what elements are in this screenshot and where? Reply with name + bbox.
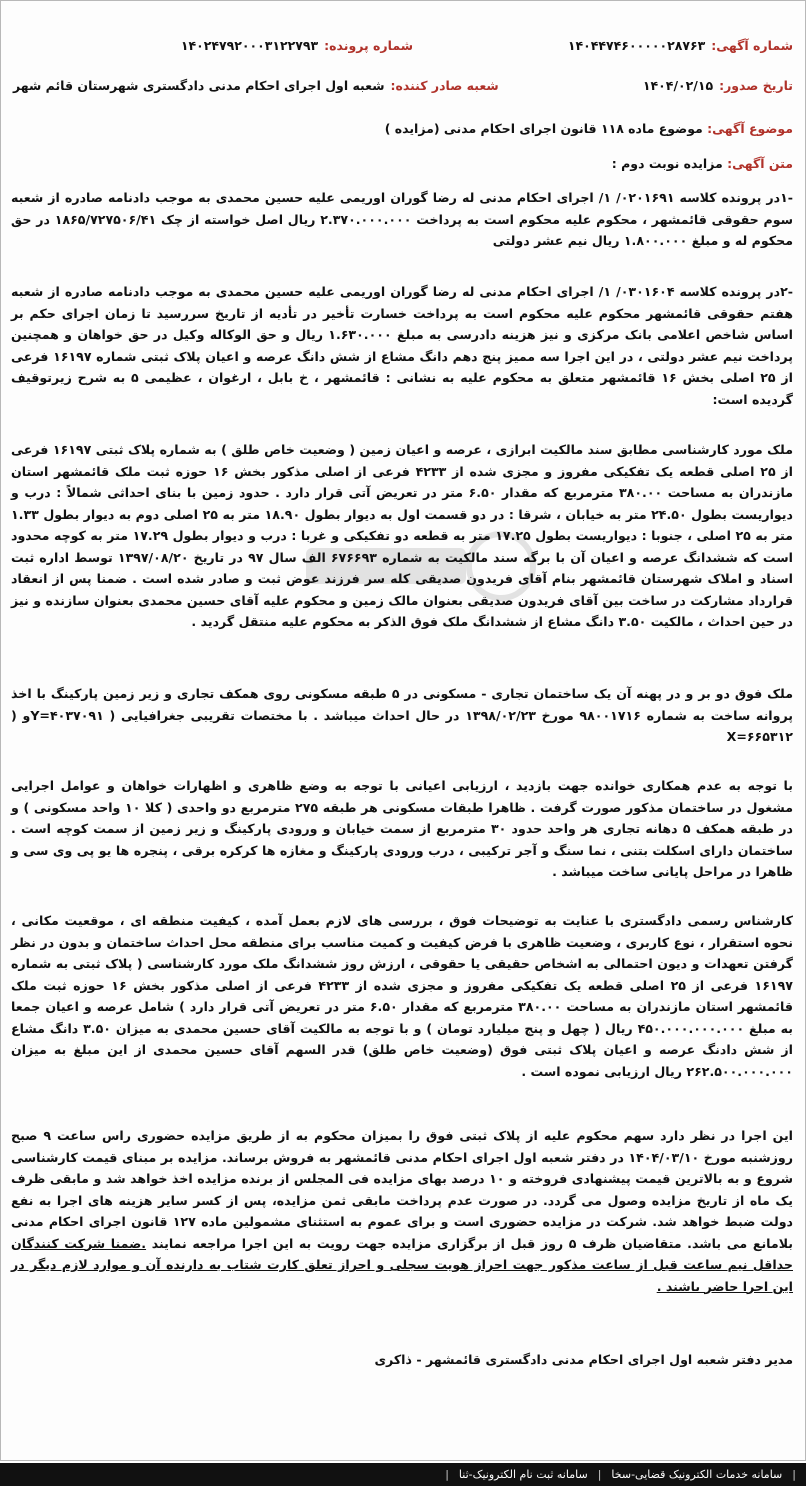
paragraph-auction-terms [11, 1125, 793, 1297]
text-title-label: متن آگهی: [727, 156, 793, 171]
footer-bar [0, 1463, 806, 1486]
notice-subject [385, 121, 793, 136]
issue-date [499, 78, 793, 93]
paragraph-expert-valuation: کارشناس رسمی دادگستری با عنایت به توضیحات فوق ، بررسی های لازم بعمل آمده ، کیفیت منطقه ای ، موقعیت مکانی ، نحوه استقرار ، نوع کاربری ، وضعیت ظاهری با فرض کیفیت و کمیت مناسب برای منطقه محل احداث ساختمان و بدون در نظر گرفتن تعهدات و دیون احتمالی به اشخاص حقیقی یا حقوقی ، ارزش روز ششدانگ ملک مورد کارشناسی ( پلاک ثبتی به شماره ۱۶۱۹۷ فرعی از ۲۵ اصلی قطعه یک تفکیکی مفروز و مجزی شده از ۴۲۳۳ فرعی از اصلی مذکور بخش ۱۶ حوزه ثبت ملک قائمشهر استان مازندران به مساحت ۳۸۰.۰۰ مترمربع که مقدار ۶.۵۰ متر در تعریض آتی قرار دارد ) شامل عرصه و اعیان جمعا به مبلغ ۴۵۰.۰۰۰.۰۰۰.۰۰۰ ریال ( چهل و پنج میلیارد تومان ) و با توجه به مالکیت آقای حسین محمدی به میزان ۳.۵۰ دانگ مشاع از شش دادنگ عرصه و اعیان پلاک ثبتی فوق (وضعیت خاص طلق) قدر السهم آقای حسین محمدی از این مبلغ به میزان ۲۶۲.۵۰۰.۰۰۰.۰۰۰ ریال ارزیابی نموده است . [11, 913, 793, 1079]
notice-number-value: ۱۴۰۴۴۷۴۶۰۰۰۰۰۲۸۷۶۳ [567, 37, 706, 53]
text-title-value: مزایده نوبت دوم : [611, 156, 723, 171]
auction-terms-underlined: .ضمنا شرکت کنندگان حداقل نیم ساعت قبل از ساعت مذکور جهت احراز هویت سجلی و احراز تعلق کارت شتاب به دارنده آن و موارد لازم دیگر در این اجرا حاضر باشند . [11, 1235, 793, 1294]
issuing-branch-label: شعبه صادر کننده: [390, 77, 499, 93]
signer-line: مدیر دفتر شعبه اول اجرای احکام مدنی دادگستری قائمشهر - ذاکری [374, 1352, 793, 1367]
paragraph-case-2: -۲در پرونده کلاسه ۰۳۰۱۶۰۴/ ۱/ اجرای احکام مدنی له رضا گوران اوریمی علیه حسین محمدی به موجب دادنامه صادره از شعبه هفتم حقوقی قائمشهر محکوم علیه محکوم است به پرداخت خسارت تأخیر در تأدیه از تاریخ سررسید تا زمان اجرای حکم بر اساس شاخص اعلامی بانک مرکزی و نیز هزینه دادرسی به مبلغ ۱.۶۳۰.۰۰۰ ریال و حق الوکاله وکیل در حق خواهان و همچنین پرداخت نیم عشر دولتی ، در این اجرا سه ممیز پنج دهم دانگ مشاع از شش دانگ عرصه و اعیان پلاک ثبتی شماره ۱۶۱۹۷ فرعی از ۲۵ اصلی بخش ۱۶ قائمشهر متعلق به محکوم علیه به نشانی : قائمشهر ، خ بابل ، ارغوان ، عظیمی ۵ به شرح زیرتوقیف گردیده است: [11, 284, 794, 407]
footer-separator: | [445, 1468, 449, 1481]
footer-separator: | [792, 1468, 796, 1481]
header-row-date-branch [13, 73, 793, 97]
auction-terms-text: این اجرا در نظر دارد سهم محکوم علیه از پلاک ثبتی فوق را بمیزان محکوم به از طریق مزایده حضوری راس ساعت ۹ صبح روزشنبه مورخ ۱۴۰۴/۰۳/۱۰ در دفتر شعبه اول اجرای احکام مدنی قائمشهر به فروش برساند. مزایده بر مبنای قیمت کارشناسی شروع و به بالاترین قیمت پیشنهادی فروخته و ۱۰ درصد بهای مزایده فی المجلس از برنده مزایده اخذ خواهد شد و مابقی ظرف یک ماه از تاریخ مزایده وصول می گردد. در صورت عدم پرداخت مابقی ثمن مزایده، پس از کسر سایر هزینه های اجرا به نفع دولت ضبط خواهد شد. شرکت در مزایده حضوری است و برای عموم به استثنای مشمولین ماده ۱۲۷ قانون اجرای احکام مدنی بلامانع می باشد. متقاضیان ظرف ۵ روز قبل از برگزاری مزایده جهت رویت به این اجرا مراجعه نمایند [11, 1128, 793, 1251]
footer-separator: | [597, 1468, 602, 1481]
case-number-value: ۱۴۰۲۴۷۹۲۰۰۰۳۱۲۲۷۹۳ [180, 37, 319, 53]
paragraph-building-info: ملک فوق دو بر و در پهنه آن یک ساختمان تجاری - مسکونی در ۵ طبقه مسکونی روی همکف تجاری و زیر زمین پارکینگ با اخذ پروانه ساخت به شماره ۹۸۰۰۱۷۱۶ مورخ ۱۳۹۸/۰۲/۲۳ در حال احداث میباشد . با مختصات تقریبی جغرافیایی ( Y=۴۰۳۷۰۹۱و ( X=۶۶۵۳۱۲ [11, 686, 794, 744]
subject-value: موضوع ماده ۱۱۸ قانون اجرای احکام مدنی (مزایده ) [384, 121, 703, 136]
issue-date-label: تاریخ صدور: [719, 77, 793, 93]
issue-date-value: ۱۴۰۴/۰۲/۱۵ [642, 77, 714, 93]
paragraph-valuation-method: با توجه به عدم همکاری خوانده جهت بازدید ، ارزیابی اعیانی با توجه به وضع ظاهری و اظهارات خواهان و عوامل اجرایی مشغول در ساختمان مذکور صورت گرفت . ظاهرا طبقات مسکونی هر طبقه ۲۷۵ مترمربع دو واحدی ( کلا ۱۰ واحد مسکونی ) و در طبقه همکف ۵ دهانه تجاری هر واحد حدود ۳۰ مترمربع از سمت خیابان و ورودی پارکینگ و زیر زمین از سمت کوچه است . ساختمان دارای اسکلت بتنی ، نما سنگ و آجر ترکیبی ، درب ورودی پارکینگ و مغازه ها کرکره برقی ، پنجره ها یو پی وی سی و ظاهرا در مراحل پایانی ساخت میباشد . [11, 778, 794, 879]
issuing-branch [13, 78, 499, 93]
notice-text-title [612, 156, 793, 171]
case-number [181, 38, 413, 53]
subject-label: موضوع آگهی: [707, 121, 793, 136]
issuing-branch-value: شعبه اول اجرای احکام مدنی دادگستری شهرستان قائم شهر [13, 77, 385, 93]
paragraph-case-1: -۱در پرونده کلاسه ۰۲۰۱۶۹۱/ ۱/ اجرای احکام مدنی له رضا گوران اوریمی علیه حسین محمدی به موجب دادنامه صادره از شعبه سوم حقوقی قائمشهر ، محکوم علیه محکوم است به پرداخت ۲.۳۷۰.۰۰۰.۰۰۰ ریال اصل خواسته از چک ۱۸۶۵/۷۲۷۵۰۶/۴۱ در حق محکوم له و مبلغ ۱.۸۰۰.۰۰۰ ریال نیم عشر دولتی [11, 190, 794, 248]
footer-link-sana[interactable]: سامانه ثبت نام الکترونیک-ثنا [458, 1468, 588, 1481]
notice-number [413, 38, 793, 53]
case-number-label: شماره پرونده: [324, 37, 413, 53]
paragraph-property-description: ملک مورد کارشناسی مطابق سند مالکیت ابرازی ، عرصه و اعیان زمین ( وضعیت خاص طلق ) به شماره پلاک ثبتی ۱۶۱۹۷ فرعی از ۲۵ اصلی قطعه یک تفکیکی مفروز و مجزی شده از ۴۲۳۳ فرعی از اصلی مذکور بخش ۱۶ حوزه ثبت ملک قائمشهر استان مازندران به مساحت ۳۸۰.۰۰ مترمربع که مقدار ۶.۵۰ متر در تعریض آتی قرار دارد . حدود زمین با بنای احداثی شمالاً : درب و دیواریست بطول ۲۴.۵۰ متر به خیابان ، شرقا : در دو قسمت اول به دیوار بطول ۱۸.۹۰ متر به ۲۵ اصلی دوم به دیوار بطول ۱.۳۳ متر به ۲۵ اصلی ، جنوبا : دیواریست بطول ۱۷.۲۵ متر به قطعه دو تفکیکی و غربا : درب و دیوار بطول ۱۷.۲۹ متر به کوچه محدود است که ششدانگ عرصه و اعیان آن با برگه سند مالکیت به شماره ۶۷۶۶۹۳ الف سال ۹۷ در تاریخ ۱۳۹۷/۰۸/۲۰ توسط اداره ثبت اسناد و املاک شهرستان قائمشهر بنام آقای فریدون صدیقی کله سر فرزند عوض ثبت و صادر شده است . ضمنا پس از انعقاد قرارداد مشارکت در ساخت بین آقای فریدون صدیقی بعنوان مالک زمین و محکوم علیه آقای حسین محمدی بعنوان سازنده و نیز در حین احداث ، مالکیت ۳.۵۰ دانگ مشاع از ششدانگ ملک فوق الذکر به محکوم علیه منتقل گردید . [11, 442, 793, 629]
notice-number-label: شماره آگهی: [711, 37, 793, 53]
header-row-numbers [13, 33, 793, 57]
footer-link-sakha[interactable]: سامانه خدمات الکترونیک قضایی-سخا [611, 1468, 783, 1481]
